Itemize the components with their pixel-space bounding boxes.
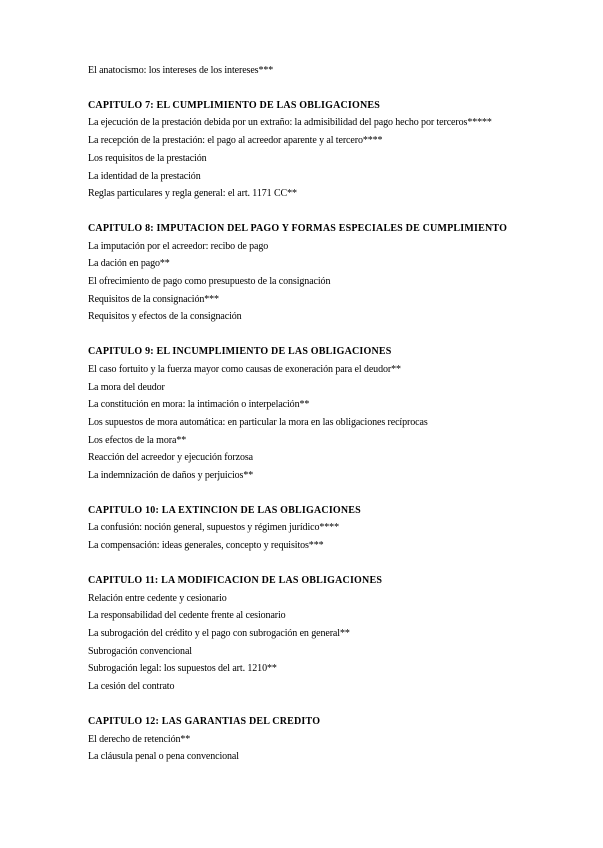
chapter-11 bbox=[88, 572, 588, 696]
chapter-title: CAPITULO 10: LA EXTINCION DE LAS OBLIGACIONES bbox=[88, 504, 361, 516]
chapter-item: La indemnización de daños y perjuicios** bbox=[88, 470, 254, 482]
chapter-item: La cesión del contrato bbox=[88, 681, 175, 693]
chapter-item: El derecho de retención** bbox=[88, 733, 191, 745]
chapter-item: Requisitos y efectos de la consignación bbox=[88, 311, 242, 323]
chapter-item: Requisitos de la consignación*** bbox=[88, 293, 219, 305]
chapter-item: La constitución en mora: la intimación o interpelación** bbox=[88, 399, 310, 411]
chapter-item: Subrogación convencional bbox=[88, 645, 192, 657]
chapter-item: Los requisitos de la prestación bbox=[88, 152, 207, 164]
chapter-item: La mora del deudor bbox=[88, 381, 165, 393]
chapter-item: La dación en pago** bbox=[88, 258, 170, 270]
chapter-item: La subrogación del crédito y el pago con subrogación en general** bbox=[88, 627, 350, 639]
chapter-title: CAPITULO 12: LAS GARANTIAS DEL CREDITO bbox=[88, 715, 321, 727]
chapter-item: La recepción de la prestación: el pago al acreedor aparente y al tercero**** bbox=[88, 135, 383, 147]
chapter-title: CAPITULO 8: IMPUTACION DEL PAGO Y FORMAS ESPECIALES DE CUMPLIMIENTO bbox=[88, 222, 508, 234]
chapter-item: Los efectos de la mora** bbox=[88, 434, 187, 446]
chapter-item: La confusión: noción general, supuestos y régimen jurídico**** bbox=[88, 522, 339, 534]
chapter-10 bbox=[88, 502, 588, 555]
chapter-item: Reacción del acreedor y ejecución forzosa bbox=[88, 452, 253, 464]
chapter-item: La identidad de la prestación bbox=[88, 170, 201, 182]
chapter-item: La ejecución de la prestación debida por un extraño: la admisibilidad del pago hecho por terceros***** bbox=[88, 117, 492, 129]
chapter-title: CAPITULO 9: EL INCUMPLIMIENTO DE LAS OBLIGACIONES bbox=[88, 346, 392, 358]
chapter-item: Reglas particulares y regla general: el art. 1171 CC** bbox=[88, 188, 297, 200]
chapter-item: La imputación por el acreedor: recibo de pago bbox=[88, 240, 269, 252]
chapter-12 bbox=[88, 713, 588, 766]
chapter-item: Relación entre cedente y cesionario bbox=[88, 592, 227, 604]
document-page bbox=[88, 62, 588, 766]
chapter-item: El caso fortuito y la fuerza mayor como causas de exoneración para el deudor** bbox=[88, 363, 401, 375]
chapter-item: Los supuestos de mora automática: en particular la mora en las obligaciones recíprocas bbox=[88, 416, 428, 428]
chapter-item: Subrogación legal: los supuestos del art. 1210** bbox=[88, 663, 277, 675]
chapter-title: CAPITULO 11: LA MODIFICACION DE LAS OBLIGACIONES bbox=[88, 574, 383, 586]
chapter-item: La compensación: ideas generales, concepto y requisitos*** bbox=[88, 540, 324, 552]
chapter-item: La cláusula penal o pena convencional bbox=[88, 751, 239, 763]
chapter-item: La responsabilidad del cedente frente al cesionario bbox=[88, 610, 286, 622]
chapter-9 bbox=[88, 343, 588, 485]
chapter-item: El ofrecimiento de pago como presupuesto de la consignación bbox=[88, 276, 331, 288]
intro-line: El anatocismo: los intereses de los intereses*** bbox=[88, 65, 274, 76]
chapter-title: CAPITULO 7: EL CUMPLIMIENTO DE LAS OBLIGACIONES bbox=[88, 99, 381, 111]
chapter-7 bbox=[88, 97, 588, 203]
chapter-8 bbox=[88, 220, 588, 326]
